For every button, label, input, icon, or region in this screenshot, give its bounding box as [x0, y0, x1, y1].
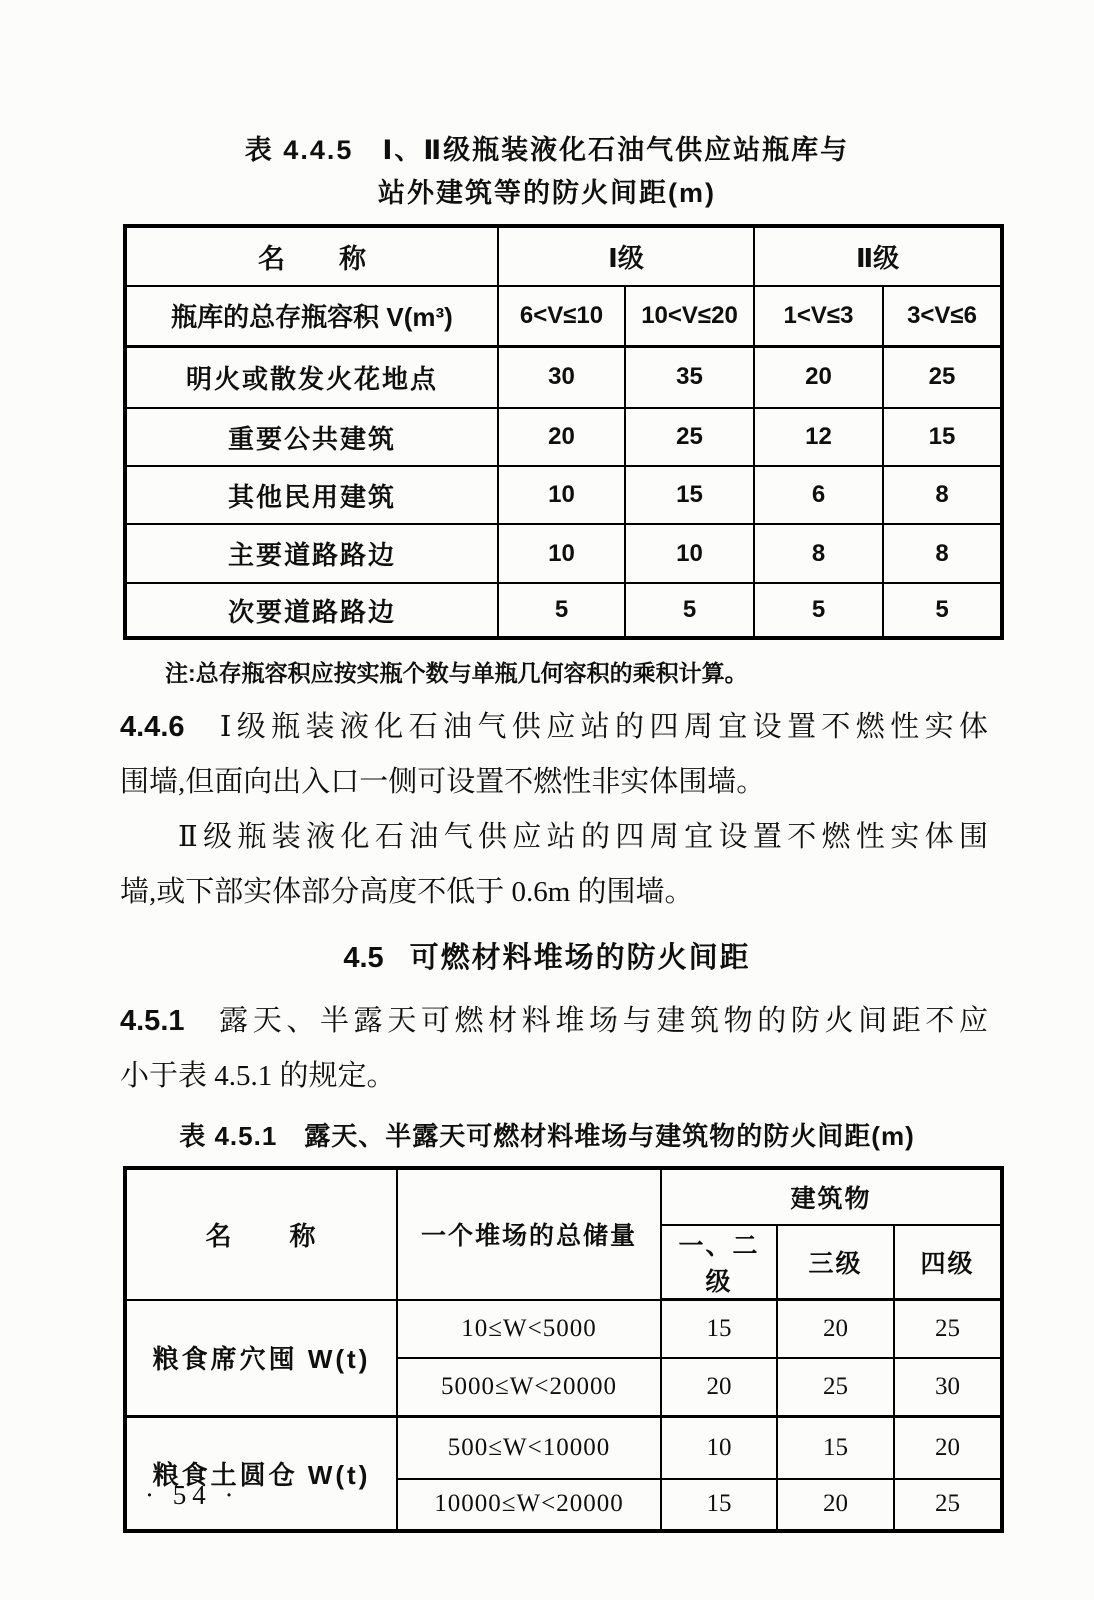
table-cell: 15: [661, 1479, 777, 1531]
page-number: · 54 ·: [145, 1480, 240, 1510]
row-label-volume: 瓶库的总存瓶容积 V(m³): [125, 286, 498, 346]
row-label: 其他民用建筑: [125, 466, 498, 524]
clause-text: Ⅰ级瓶装液化石油气供应站的四周宜设置不燃性实体: [214, 711, 988, 743]
table-4-5-1: [123, 1166, 1004, 1533]
row-label: 次要道路路边: [125, 583, 498, 638]
clause-4-4-6-line-2: 围墙,但面向出入口一侧可设置不燃性非实体围墙。: [120, 766, 766, 798]
table-cell: 20: [777, 1479, 894, 1531]
table-cell: 15: [883, 408, 1002, 466]
table-4-4-5: [123, 224, 1004, 640]
table-cell: 35: [625, 346, 754, 408]
table-cell-range: 10000≤W<20000: [397, 1479, 661, 1531]
table-header-building: 建筑物: [661, 1168, 1002, 1225]
table-cell-range: 5000≤W<20000: [397, 1358, 661, 1417]
table-cell: 8: [883, 466, 1002, 524]
section-title: 可燃材料堆场的防火间距: [409, 942, 751, 974]
table-cell: 6<V≤10: [498, 286, 625, 346]
table-cell: 25: [625, 408, 754, 466]
clause-4-4-6-para2-line-2: 墙,或下部实体部分高度不低于 0.6m 的围墙。: [120, 876, 694, 908]
table-cell: 20: [754, 346, 883, 408]
table-header-grade-2: Ⅱ级: [754, 226, 1002, 286]
table-cell: 25: [777, 1358, 894, 1417]
table-cell: 15: [661, 1300, 777, 1358]
table-header-grade-3: 三级: [777, 1225, 894, 1300]
table-cell: 30: [894, 1358, 1002, 1417]
table-cell: 10: [661, 1417, 777, 1479]
clause-4-5-1-line-1: [120, 994, 988, 1049]
table-cell: 25: [894, 1300, 1002, 1358]
table-cell: 1<V≤3: [754, 286, 883, 346]
table-cell: 10: [625, 524, 754, 583]
table-cell-range: 10≤W<5000: [397, 1300, 661, 1358]
table-cell: 12: [754, 408, 883, 466]
group-label: 粮食土圆仓 W(t): [125, 1417, 397, 1531]
section-4-5-heading: [0, 936, 1094, 980]
table-cell: 5: [625, 583, 754, 638]
table-cell: 5: [498, 583, 625, 638]
table-cell: 8: [754, 524, 883, 583]
clause-number: 4.5.1: [120, 1005, 185, 1037]
section-number: 4.5: [343, 942, 384, 974]
table-header-name: 名 称: [125, 226, 498, 286]
table-cell: 20: [894, 1417, 1002, 1479]
clause-4-4-6-line-1: [120, 700, 988, 755]
table-4-4-5-note: 注:总存瓶容积应按实瓶个数与单瓶几何容积的乘积计算。: [165, 660, 748, 686]
table-cell: 25: [894, 1479, 1002, 1531]
clause-number: 4.4.6: [120, 711, 185, 743]
table-header-name: 名 称: [125, 1168, 397, 1300]
clause-4-5-1-paragraph: [120, 994, 988, 1104]
table-header-grade-1-2: 一、二级: [661, 1225, 777, 1300]
table-cell: 20: [498, 408, 625, 466]
clause-4-4-6-para2-line-1: Ⅱ级瓶装液化石油气供应站的四周宜设置不燃性实体围: [178, 821, 988, 853]
table-4-4-5-caption-line1: 表 4.4.5 Ⅰ、Ⅱ级瓶装液化石油气供应站瓶库与: [244, 135, 850, 165]
table-cell: 10<V≤20: [625, 286, 754, 346]
table-4-5-1-caption: 表 4.5.1 露天、半露天可燃材料堆场与建筑物的防火间距(m): [179, 1121, 915, 1151]
clause-4-5-1-line-2: 小于表 4.5.1 的规定。: [120, 1060, 396, 1092]
table-cell: 5: [883, 583, 1002, 638]
table-4-4-5-caption-line2: 站外建筑等的防火间距(m): [378, 178, 716, 208]
table-cell: 6: [754, 466, 883, 524]
row-label: 明火或散发火花地点: [125, 346, 498, 408]
table-cell: 20: [777, 1300, 894, 1358]
table-cell: 5: [754, 583, 883, 638]
table-cell: 10: [498, 466, 625, 524]
table-cell: 15: [625, 466, 754, 524]
row-label: 主要道路路边: [125, 524, 498, 583]
table-cell-range: 500≤W<10000: [397, 1417, 661, 1479]
table-cell: 8: [883, 524, 1002, 583]
clause-text: 露天、半露天可燃材料堆场与建筑物的防火间距不应: [214, 1005, 988, 1037]
clause-4-4-6-paragraph-2: [120, 810, 988, 920]
table-cell: 3<V≤6: [883, 286, 1002, 346]
table-cell: 15: [777, 1417, 894, 1479]
table-cell: 30: [498, 346, 625, 408]
table-cell: 20: [661, 1358, 777, 1417]
table-header-grade-4: 四级: [894, 1225, 1002, 1300]
table-cell: 10: [498, 524, 625, 583]
group-label: 粮食席穴囤 W(t): [125, 1300, 397, 1417]
table-cell: 25: [883, 346, 1002, 408]
clause-4-4-6-paragraph-1: [120, 700, 988, 810]
row-label: 重要公共建筑: [125, 408, 498, 466]
table-header-storage: 一个堆场的总储量: [397, 1168, 661, 1300]
table-header-grade-1: Ⅰ级: [498, 226, 754, 286]
